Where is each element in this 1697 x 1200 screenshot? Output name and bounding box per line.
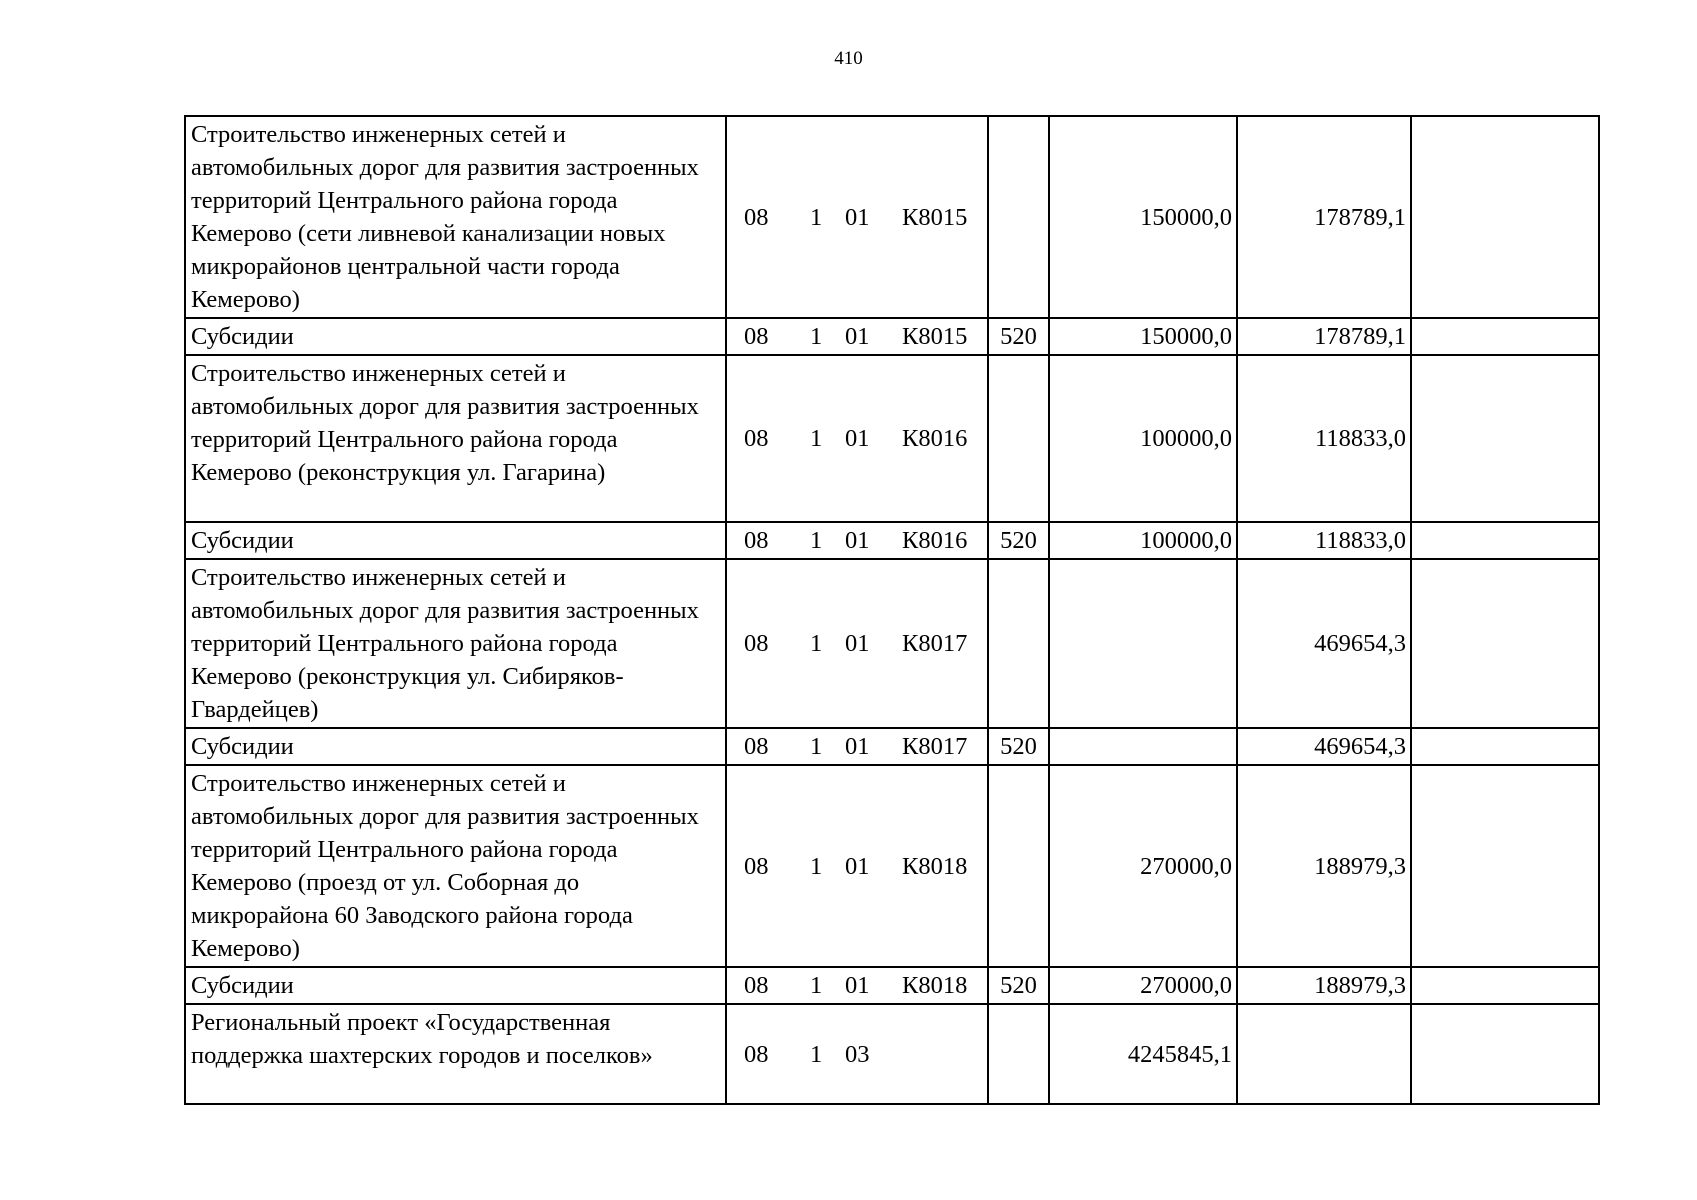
subprogram-code: 01	[845, 630, 870, 657]
row-name-cell: Строительство инженерных сетей и автомобильных дорог для развития застроенных территорий Центрального района города Кемерово (сети ливневой канализации новых микрорайонов центральной части города Кемерово)	[185, 116, 726, 318]
row-name-cell: Субсидии	[185, 318, 726, 355]
sum-1-cell: 270000,0	[1049, 967, 1237, 1004]
subprogram-code: 01	[845, 527, 870, 554]
article-code: К8017	[902, 733, 968, 760]
sum-1-cell: 4245845,1	[1049, 1004, 1237, 1104]
sum-3-cell	[1411, 1004, 1599, 1104]
row-codes-cell	[726, 318, 988, 355]
article-code: К8015	[902, 203, 968, 231]
sum-3-cell	[1411, 728, 1599, 765]
row-codes-cell	[726, 728, 988, 765]
razdel-code: 08	[744, 203, 769, 231]
sum-1-cell	[1049, 559, 1237, 728]
sum-2-cell	[1237, 1004, 1411, 1104]
subprogram-code: 01	[845, 972, 870, 999]
article-code: К8018	[902, 972, 968, 999]
row-codes-cell	[726, 522, 988, 559]
article-code: К8017	[902, 630, 968, 657]
table-row	[185, 967, 1599, 1004]
table-row	[185, 1004, 1599, 1104]
program-code: 1	[810, 972, 823, 999]
razdel-code: 08	[744, 323, 769, 350]
sum-3-cell	[1411, 967, 1599, 1004]
table-row	[185, 318, 1599, 355]
sum-1-cell: 100000,0	[1049, 355, 1237, 522]
row-codes-cell	[726, 116, 988, 318]
row-name-cell: Региональный проект «Государственная поддержка шахтерских городов и поселков»	[185, 1004, 726, 1104]
razdel-code: 08	[744, 733, 769, 760]
expense-type-cell	[988, 765, 1049, 967]
expense-type-cell: 520	[988, 967, 1049, 1004]
row-codes-cell	[726, 765, 988, 967]
expense-type-cell	[988, 559, 1049, 728]
sum-3-cell	[1411, 765, 1599, 967]
razdel-code: 08	[744, 425, 769, 452]
sum-1-cell: 270000,0	[1049, 765, 1237, 967]
article-code: К8015	[902, 323, 968, 350]
sum-2-cell: 188979,3	[1237, 967, 1411, 1004]
program-code: 1	[810, 425, 823, 452]
program-code: 1	[810, 323, 823, 350]
razdel-code: 08	[744, 972, 769, 999]
row-codes-cell	[726, 355, 988, 522]
article-code: К8018	[902, 852, 968, 880]
sum-2-cell: 469654,3	[1237, 728, 1411, 765]
program-code: 1	[810, 852, 823, 880]
sum-3-cell	[1411, 355, 1599, 522]
page-number: 410	[834, 48, 863, 69]
expense-type-cell	[988, 355, 1049, 522]
table-row	[185, 765, 1599, 967]
row-codes-cell	[726, 1004, 988, 1104]
program-code: 1	[810, 1040, 823, 1068]
sum-3-cell	[1411, 318, 1599, 355]
table-row	[185, 355, 1599, 522]
sum-3-cell	[1411, 522, 1599, 559]
row-name-cell: Строительство инженерных сетей и автомобильных дорог для развития застроенных территорий Центрального района города Кемерово (проезд от ул. Соборная до микрорайона 60 Заводского района города Кемерово)	[185, 765, 726, 967]
sum-2-cell: 118833,0	[1237, 522, 1411, 559]
razdel-code: 08	[744, 1040, 769, 1068]
razdel-code: 08	[744, 527, 769, 554]
sum-2-cell: 178789,1	[1237, 116, 1411, 318]
table-row	[185, 728, 1599, 765]
table-row	[185, 116, 1599, 318]
sum-1-cell: 150000,0	[1049, 318, 1237, 355]
expense-type-cell	[988, 1004, 1049, 1104]
article-code: К8016	[902, 527, 968, 554]
budget-table	[184, 115, 1600, 1105]
table-row	[185, 559, 1599, 728]
subprogram-code: 01	[845, 323, 870, 350]
program-code: 1	[810, 203, 823, 231]
row-codes-cell	[726, 967, 988, 1004]
program-code: 1	[810, 527, 823, 554]
expense-type-cell: 520	[988, 318, 1049, 355]
sum-1-cell: 100000,0	[1049, 522, 1237, 559]
program-code: 1	[810, 630, 823, 657]
row-codes-cell	[726, 559, 988, 728]
subprogram-code: 01	[845, 733, 870, 760]
sum-3-cell	[1411, 559, 1599, 728]
table-row	[185, 522, 1599, 559]
expense-type-cell	[988, 116, 1049, 318]
row-name-cell: Субсидии	[185, 967, 726, 1004]
expense-type-cell: 520	[988, 728, 1049, 765]
row-name-cell: Строительство инженерных сетей и автомобильных дорог для развития застроенных территорий Центрального района города Кемерово (реконструкция ул. Гагарина)	[185, 355, 726, 522]
expense-type-cell: 520	[988, 522, 1049, 559]
sum-1-cell	[1049, 728, 1237, 765]
subprogram-code: 03	[845, 1040, 870, 1068]
subprogram-code: 01	[845, 852, 870, 880]
sum-3-cell	[1411, 116, 1599, 318]
razdel-code: 08	[744, 630, 769, 657]
sum-1-cell: 150000,0	[1049, 116, 1237, 318]
sum-2-cell: 469654,3	[1237, 559, 1411, 728]
subprogram-code: 01	[845, 425, 870, 452]
row-name-cell: Субсидии	[185, 522, 726, 559]
article-code: К8016	[902, 425, 968, 452]
subprogram-code: 01	[845, 203, 870, 231]
sum-2-cell: 178789,1	[1237, 318, 1411, 355]
sum-2-cell: 118833,0	[1237, 355, 1411, 522]
program-code: 1	[810, 733, 823, 760]
razdel-code: 08	[744, 852, 769, 880]
row-name-cell: Строительство инженерных сетей и автомобильных дорог для развития застроенных территорий Центрального района города Кемерово (реконструкция ул. Сибиряков-Гвардейцев)	[185, 559, 726, 728]
sum-2-cell: 188979,3	[1237, 765, 1411, 967]
row-name-cell: Субсидии	[185, 728, 726, 765]
